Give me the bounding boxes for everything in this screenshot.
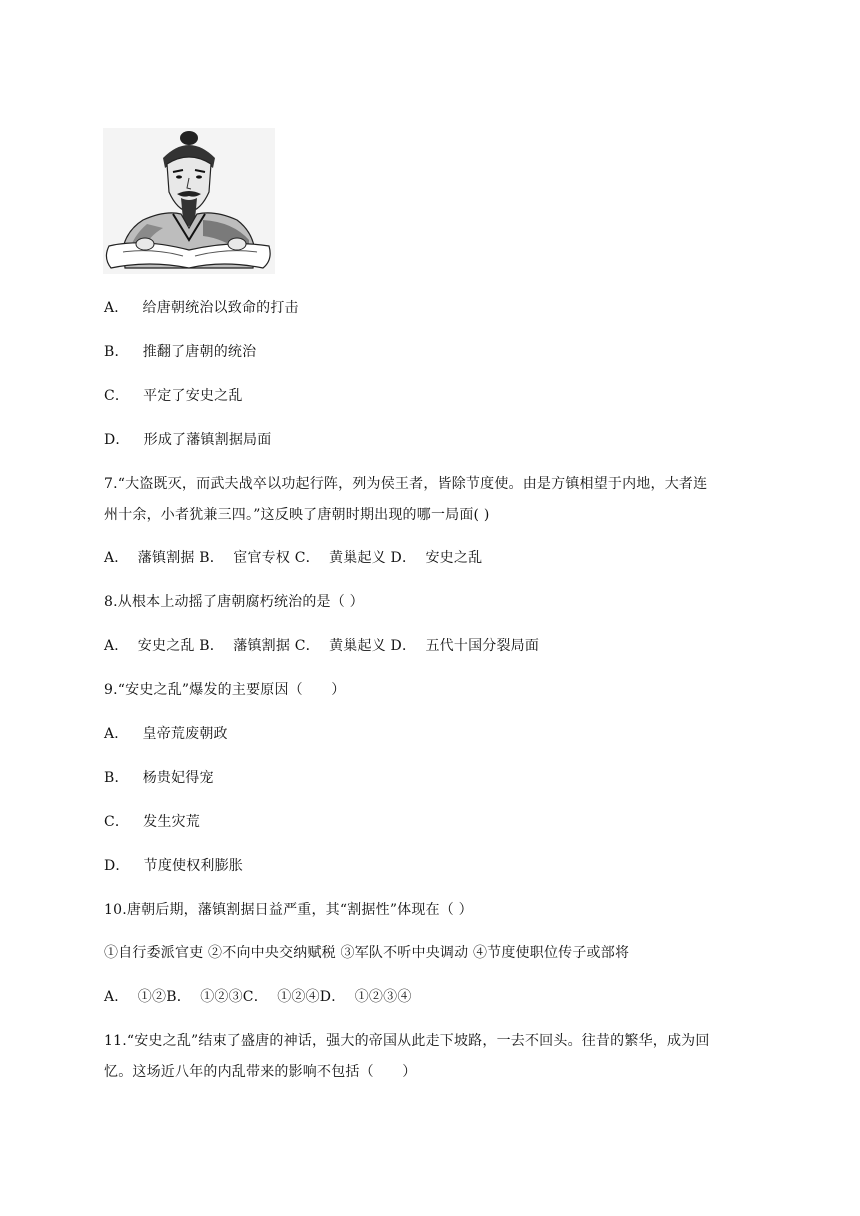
option-text: 形成了藩镇割据局面 (143, 432, 272, 448)
q6-option-d (104, 430, 271, 450)
q11-stem-line2: 忆。这场近八年的内乱带来的影响不包括（ ） (104, 1064, 417, 1080)
q6-option-a (104, 298, 299, 318)
option-letter: D． (104, 432, 130, 448)
option-text: 平定了安史之乱 (143, 388, 243, 404)
q10-options: A． ①②B． ①②③C． ①②④D． ①②③④ (104, 989, 412, 1005)
q8-options: A． 安史之乱 B． 藩镇割据 C． 黄巢起义 D． 五代十国分裂局面 (104, 638, 540, 654)
q9-option-d (104, 856, 243, 876)
option-text: 皇帝荒废朝政 (142, 726, 228, 742)
option-letter: C． (104, 814, 130, 830)
option-text: 节度使权利膨胀 (143, 858, 244, 874)
q7-stem-line2: 州十余，小者犹兼三四。”这反映了唐朝时期出现的哪一局面( ) (104, 507, 490, 523)
q10-stem: 10.唐朝后期，藩镇割据日益严重，其“割据性”体现在（ ） (104, 902, 473, 918)
q9-stem: 9.“安史之乱”爆发的主要原因（ ） (104, 682, 346, 698)
option-text: 给唐朝统治以致命的打击 (142, 300, 299, 316)
q6-option-c (104, 386, 243, 406)
q8-stem: 8.从根本上动摇了唐朝腐朽统治的是（ ） (104, 594, 364, 610)
option-letter: B． (104, 344, 129, 360)
q7-stem-line1: 7.“大盗既灭，而武夫战卒以功起行阵，列为侯王者，皆除节度使。由是方镇相望于内地，大者连 (104, 476, 708, 492)
q9-option-a (104, 724, 228, 744)
option-letter: A． (104, 726, 129, 742)
q6-option-b (104, 342, 256, 362)
q10-items: ①自行委派官吏 ②不向中央交纳赋税 ③军队不听中央调动 ④节度使职位传子或部将 (104, 945, 630, 961)
option-text: 推翻了唐朝的统治 (142, 344, 257, 360)
q11-stem-line1: 11.“安史之乱”结束了盛唐的神话，强大的帝国从此走下坡路，一去不回头。往昔的繁华，成为回 (104, 1033, 710, 1049)
q9-option-c (104, 812, 200, 832)
option-text: 杨贵妃得宠 (142, 770, 214, 786)
q7-options: A． 藩镇割据 B． 宦官专权 C． 黄巢起义 D． 安史之乱 (104, 550, 483, 566)
historical-figure-illustration (103, 128, 275, 274)
option-letter: D． (104, 858, 130, 874)
option-letter: B． (104, 770, 129, 786)
option-letter: C． (104, 388, 130, 404)
option-letter: A． (104, 300, 129, 316)
q9-option-b (104, 768, 214, 788)
option-text: 发生灾荒 (143, 814, 200, 830)
